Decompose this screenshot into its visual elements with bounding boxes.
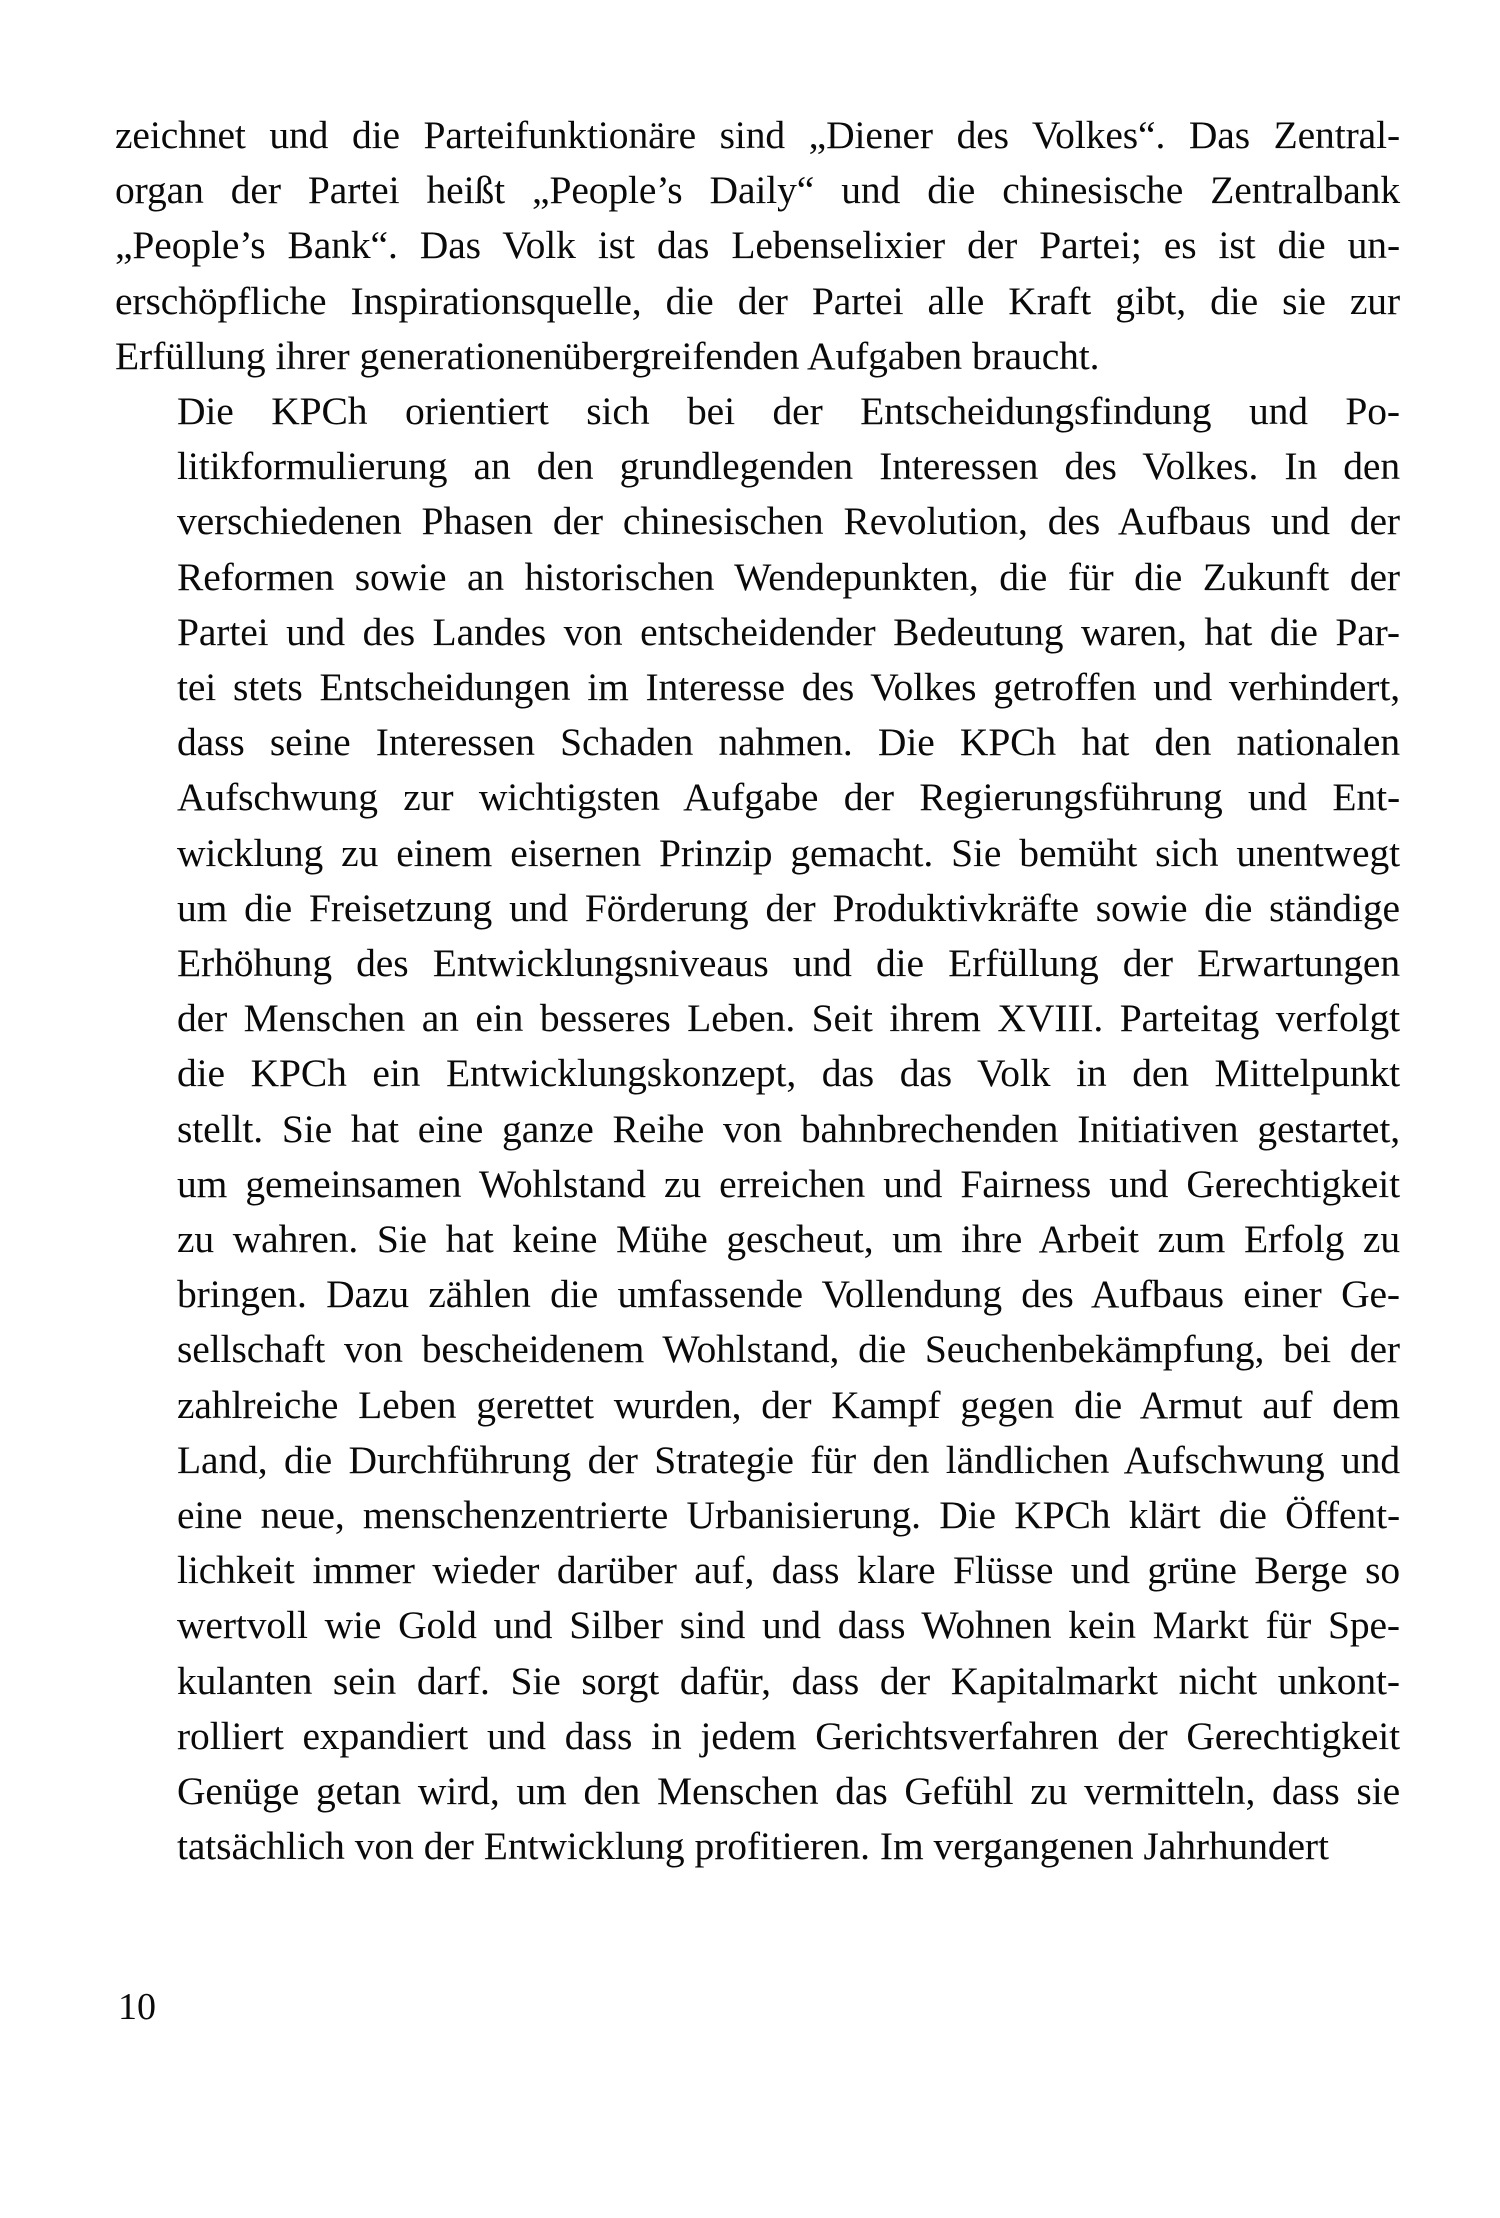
text-line: „People’s Bank“. Das Volk ist das Lebenselixier der Partei; es ist die un-	[115, 223, 1400, 268]
text-line: verschiedenen Phasen der chinesischen Revolution, des Aufbaus und der	[177, 499, 1400, 544]
text-line: um gemeinsamen Wohlstand zu erreichen und Fairness und Gerechtigkeit	[177, 1161, 1400, 1206]
text-line: bringen. Dazu zählen die umfassende Vollendung des Aufbaus einer Ge-	[177, 1272, 1400, 1317]
text-line: Die KPCh orientiert sich bei der Entscheidungsfindung und Po-	[177, 389, 1400, 434]
text-line: wertvoll wie Gold und Silber sind und dass Wohnen kein Markt für Spe-	[177, 1603, 1400, 1648]
text-line: stellt. Sie hat eine ganze Reihe von bahnbrechenden Initiativen gestartet,	[177, 1106, 1400, 1151]
text-line: eine neue, menschenzentrierte Urbanisierung. Die KPCh klärt die Öffent-	[177, 1493, 1400, 1538]
text-line: Reformen sowie an historischen Wendepunkten, die für die Zukunft der	[177, 554, 1400, 599]
text-line: die KPCh ein Entwicklungskonzept, das das Volk in den Mittelpunkt	[177, 1051, 1400, 1096]
text-line: dass seine Interessen Schaden nahmen. Die KPCh hat den nationalen	[177, 720, 1400, 765]
text-line: Land, die Durchführung der Strategie für den ländlichen Aufschwung und	[177, 1437, 1400, 1482]
text-line: der Menschen an ein besseres Leben. Seit ihrem XVIII. Parteitag verfolgt	[177, 996, 1400, 1041]
text-line: wicklung zu einem eisernen Prinzip gemacht. Sie bemüht sich unentwegt	[177, 830, 1400, 875]
text-line: Erhöhung des Entwicklungsniveaus und die Erfüllung der Erwartungen	[177, 941, 1400, 986]
text-line: zahlreiche Leben gerettet wurden, der Kampf gegen die Armut auf dem	[177, 1382, 1400, 1427]
text-line: Aufschwung zur wichtigsten Aufgabe der Regierungsführung und Ent-	[177, 775, 1400, 820]
text-line: Partei und des Landes von entscheidender Bedeutung waren, hat die Par-	[177, 609, 1400, 654]
text-line: rolliert expandiert und dass in jedem Gerichtsverfahren der Gerechtigkeit	[177, 1713, 1400, 1758]
paragraph-continued	[115, 108, 1400, 384]
text-line: Erfüllung ihrer generationenübergreifenden Aufgaben braucht.	[115, 333, 1100, 378]
text-column	[115, 108, 1400, 1875]
text-line: um die Freisetzung und Förderung der Produktivkräfte sowie die ständige	[177, 885, 1400, 930]
text-line: zeichnet und die Parteifunktionäre sind „Diener des Volkes“. Das Zentral-	[115, 113, 1400, 157]
text-line: Genüge getan wird, um den Menschen das Gefühl zu vermitteln, dass sie	[177, 1769, 1400, 1814]
text-line: lichkeit immer wieder darüber auf, dass klare Flüsse und grüne Berge so	[177, 1548, 1400, 1593]
text-line: erschöpfliche Inspirationsquelle, die der Partei alle Kraft gibt, die sie zur	[115, 278, 1400, 323]
text-line: kulanten sein darf. Sie sorgt dafür, dass der Kapitalmarkt nicht unkont-	[177, 1658, 1400, 1703]
text-line: litikformulierung an den grundlegenden Interessen des Volkes. In den	[177, 444, 1400, 489]
text-line: zu wahren. Sie hat keine Mühe gescheut, um ihre Arbeit zum Erfolg zu	[177, 1217, 1400, 1262]
page-number: 10	[118, 1986, 156, 2028]
text-line: tatsächlich von der Entwicklung profitieren. Im vergangenen Jahrhundert	[177, 1824, 1329, 1869]
text-line: organ der Partei heißt „People’s Daily“ und die chinesische Zentralbank	[115, 168, 1400, 213]
text-line: tei stets Entscheidungen im Interesse des Volkes getroffen und verhindert,	[177, 665, 1400, 710]
paragraph-kpch	[115, 384, 1400, 1874]
text-line: sellschaft von bescheidenem Wohlstand, die Seuchenbekämpfung, bei der	[177, 1327, 1400, 1372]
